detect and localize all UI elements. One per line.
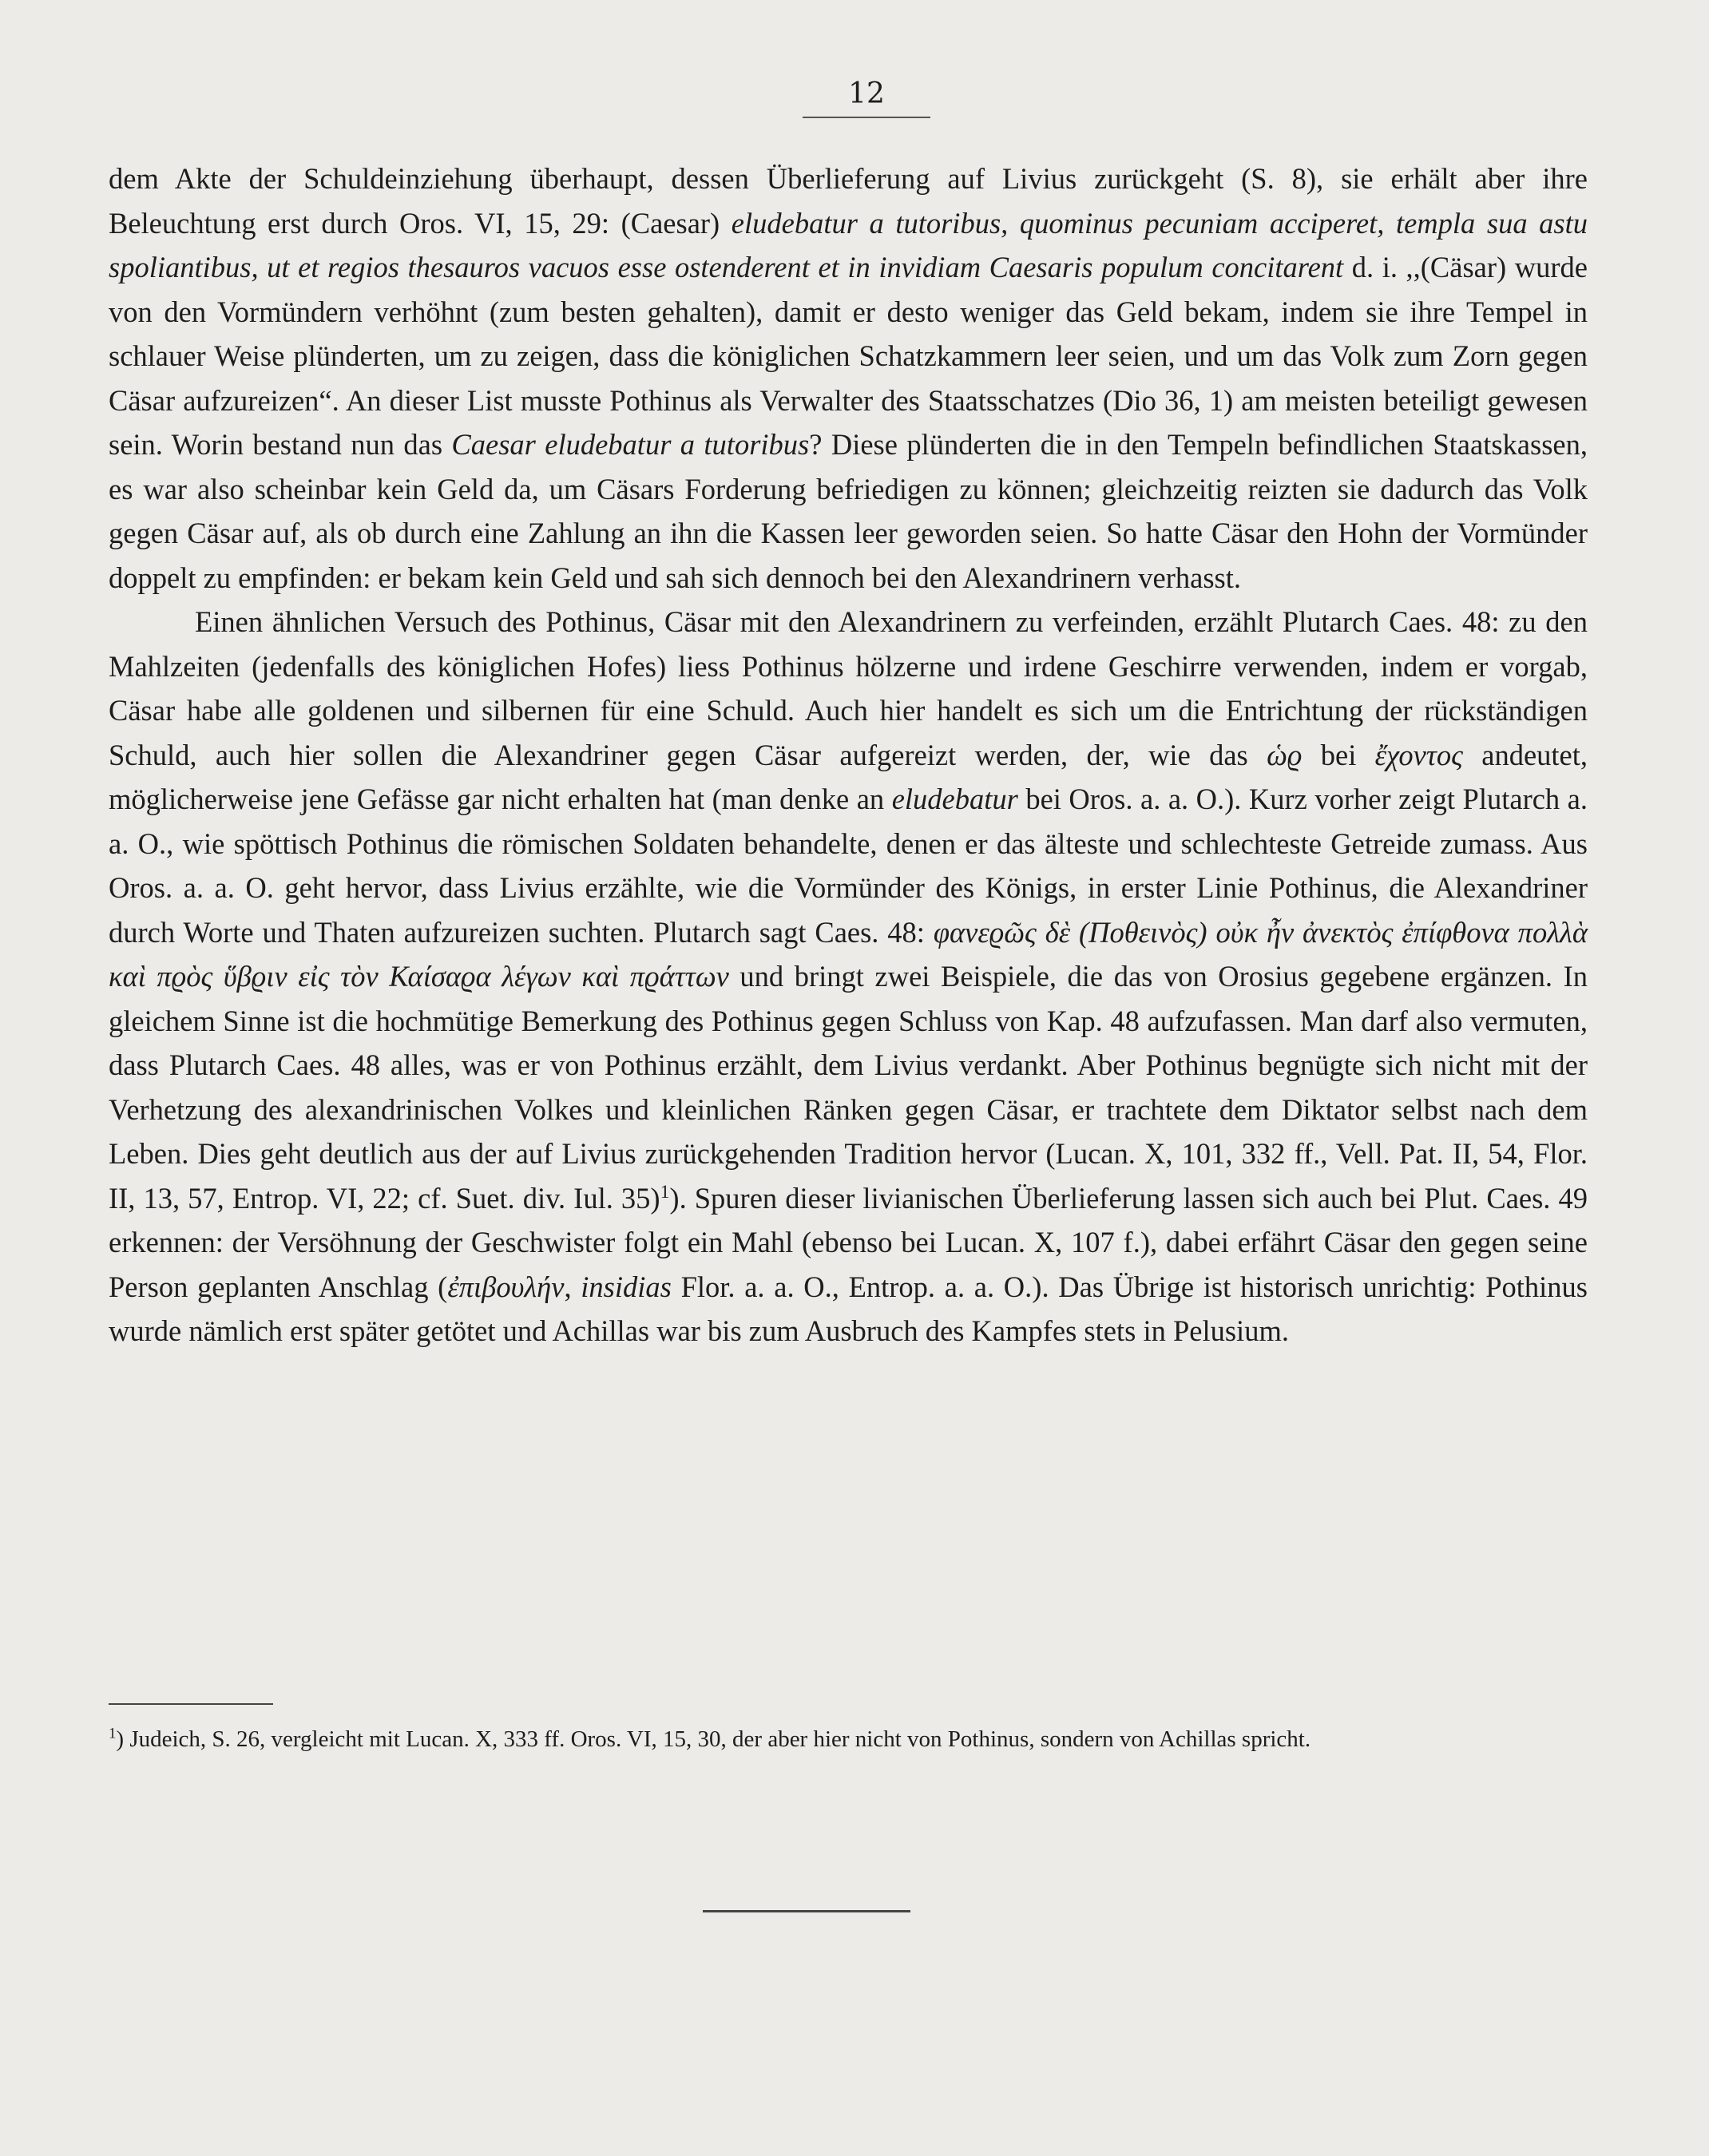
footnote-rule (109, 1703, 273, 1705)
end-rule (703, 1910, 910, 1912)
paragraph-2 (109, 600, 1588, 1353)
paragraph-1 (109, 157, 1588, 600)
text-segment: Einen ähnlichen Versuch des Pothinus, Cäsar mit den Alexandrinern zu verfeinden, erzählt Plutarch Caes. 48: zu den Mahlzeiten (jedenfalls des königlichen Hofes) liess Pothinus hölzerne und irdene Geschirre verwenden, indem er vorgab, Cäsar habe alle goldenen und silbernen für eine Schuld. Auch hier handelt es sich um die Entrichtung der rückständigen Schuld, auch hier sollen die Alexandriner gegen Cäsar aufgereizt werden, der, wie das (109, 605, 1588, 771)
greek-quotation: ἐπιβουλήν (447, 1270, 565, 1303)
greek-quotation: ἔχοντος (1374, 738, 1463, 771)
text-segment: bei (1302, 738, 1375, 771)
text-segment: andeutet, möglicherweise jene Gefässe gar nicht erhalten hat (man denke an (109, 738, 1588, 815)
text-segment: ). Spuren dieser livianischen Überlieferung lassen sich auch bei Plut. Caes. 49 erkennen: der Versöhnung der Geschwister folgt ein Mahl (ebenso bei Lucan. X, 107 f.), dabei erfährt Cäsar den gegen seine Person geplanten Anschlag ( (109, 1181, 1588, 1303)
page-number: 12 (848, 77, 885, 110)
text-segment: dem Akte der Schuldeinziehung überhaupt, dessen Überlieferung auf Livius zurückgeht (S. 8), sie erhält aber ihre Beleuchtung erst durch Oros. VI, 15, 29: (Caesar) (109, 162, 1588, 240)
greek-quotation: ὡϱ (1267, 738, 1303, 771)
text-segment: d. i. ,,(Cäsar) wurde von den Vormündern verhöhnt (zum besten gehalten), damit er desto weniger das Geld bekam, indem sie ihre Tempel in schlauer Weise plünderten, um zu zeigen, dass die königlichen Schatzkammern leer seien, und um das Volk zum Zorn gegen Cäsar aufzureizen“. An dieser List musste Pothinus als Verwalter des Staatsschatzes (Dio 36, 1) am meisten beteiligt gewesen sein. Worin bestand nun das (109, 251, 1588, 461)
footnote-marker: 1 (109, 1725, 117, 1742)
text-segment: bei Oros. a. a. O.). Kurz vorher zeigt Plutarch a. a. O., wie spöttisch Pothinus die römischen Soldaten behandelte, denen er das älteste und schlechteste Getreide zumass. Aus Oros. a. a. O. geht hervor, dass Livius erzählte, wie die Vormünder des Königs, in erster Linie Pothinus, die Alexandriner durch Worte und Thaten aufzureizen suchten. Plutarch sagt Caes. 48: (109, 783, 1588, 949)
latin-quotation: eludebatur (891, 783, 1018, 815)
page-number-rule (803, 117, 930, 118)
text-segment: und bringt zwei Beispiele, die das von Orosius gegebene ergänzen. In gleichem Sinne ist die hochmütige Bemerkung des Pothinus gegen Schluss von Kap. 48 aufzufassen. Man darf also vermuten, dass Plutarch Caes. 48 alles, was er von Pothinus erzählt, dem Livius verdankt. Aber Pothinus begnügte sich nicht mit der Verhetzung des alexandrinischen Volkes und kleinlichen Ränken gegen Cäsar, er trachtete dem Diktator selbst nach dem Leben. Dies geht deutlich aus der auf Livius zurückgehenden Tradition hervor (Lucan. X, 101, 332 ff., Vell. Pat. II, 54, Flor. II, 13, 57, Entrop. VI, 22; cf. Suet. div. Iul. 35) (109, 960, 1588, 1215)
footnote-reference: 1 (660, 1181, 670, 1203)
latin-quotation: insidias (581, 1270, 672, 1303)
latin-quotation: Caesar eludebatur a tutoribus (451, 428, 810, 461)
greek-quotation: φανεϱῶς δὲ (Ποθεινὸς) οὐκ ἦν ἀνεκτὸς ἐπίφθονα πολλὰ καὶ πϱὸς ὕβϱιν εἰς τὸν Καίσαϱα λέγων καὶ πϱάττων (109, 915, 1588, 993)
text-segment: ? Diese plünderten die in den Tempeln befindlichen Staatskassen, es war also scheinbar kein Geld da, um Cäsars Forderung befriedigen zu können; gleichzeitig reizten sie dadurch das Volk gegen Cäsar auf, als ob durch eine Zahlung an ihn die Kassen leer geworden seien. So hatte Cäsar den Hohn der Vormünder doppelt zu empfinden: er bekam kein Geld und sah sich dennoch bei den Alexandrinern verhasst. (109, 428, 1588, 594)
text-segment: Flor. a. a. O., Entrop. a. a. O.). Das Übrige ist historisch unrichtig: Pothinus wurde nämlich erst später getötet und Achillas war bis zum Ausbruch des Kampfes stets in Pelusium. (109, 1270, 1588, 1347)
latin-quotation: eludebatur a tutoribus, quominus pecuniam acciperet, templa sua astu spoliantibus, ut et regios thesauros vacuos esse ostenderent et in invidiam Caesaris populum concitarent (109, 206, 1588, 283)
body-text (109, 157, 1588, 1353)
footnote (109, 1721, 1588, 1758)
text-segment: , (564, 1270, 581, 1303)
footnote-text: ) Judeich, S. 26, vergleicht mit Lucan. X, 333 ff. Oros. VI, 15, 30, der aber hier nicht von Pothinus, sondern von Achillas spricht. (116, 1726, 1311, 1752)
